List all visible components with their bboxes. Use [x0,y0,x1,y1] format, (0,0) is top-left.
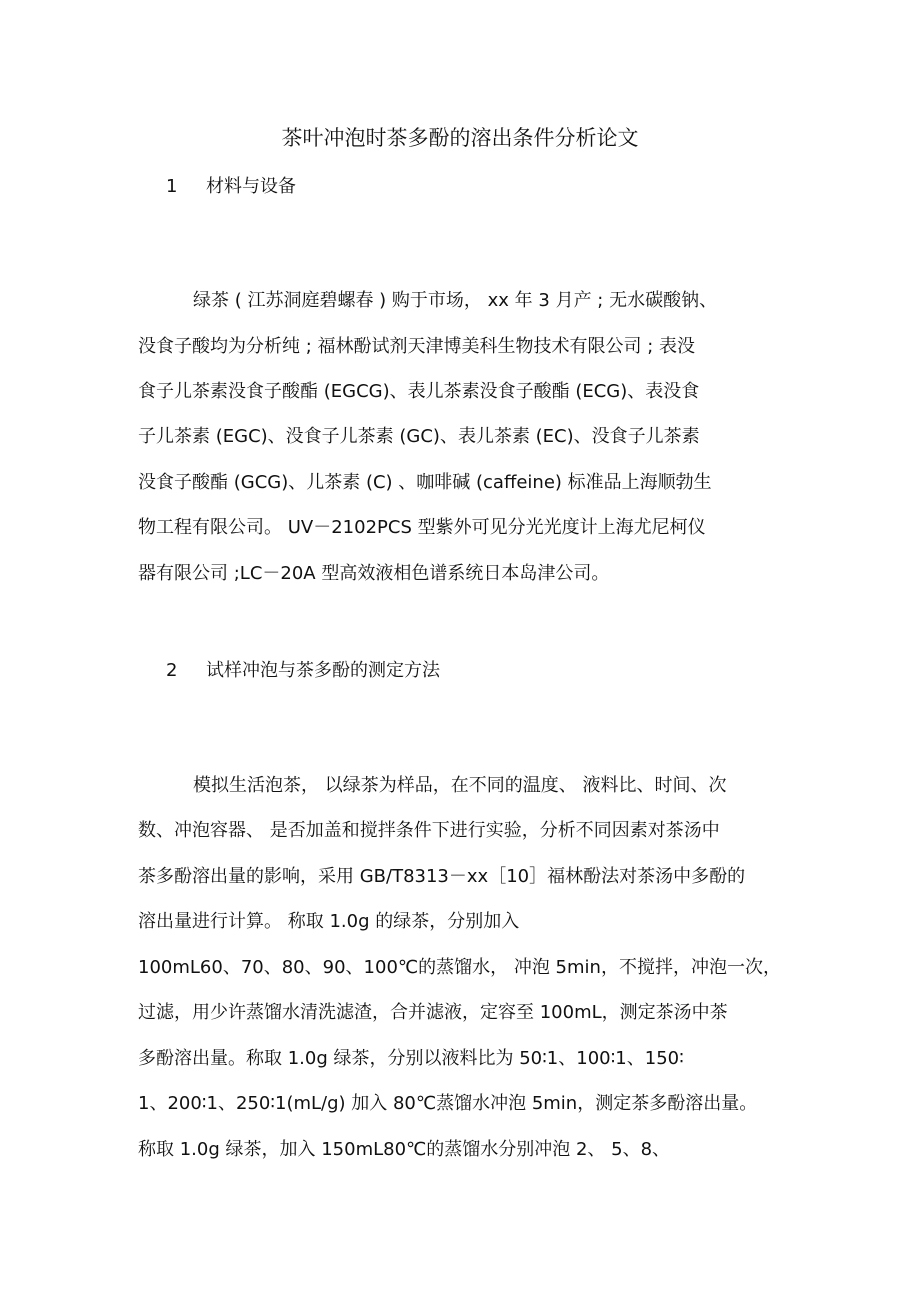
document-title: 茶叶冲泡时茶多酚的溶出条件分析论文 [281,126,639,150]
section-2-line-1: 模拟生活泡茶， 以绿茶为样品，在不同的温度、 液料比、时间、次 [193,775,727,796]
section-2-line-5: 100mL60、70、80、90、100℃的蒸馏水， 冲泡 5min，不搅拌，冲泡一次， [138,957,781,978]
section-2-line-2: 数、冲泡容器、 是否加盖和搅拌条件下进行实验，分析不同因素对茶汤中 [138,820,720,841]
section-1-line-7: 器有限公司 ;LC－20A 型高效液相色谱系统日本岛津公司。 [138,563,610,584]
section-1-line-2: 没食子酸均为分析纯 ; 福林酚试剂天津博美科生物技术有限公司 ; 表没 [138,336,696,357]
section-1-number: 1 [166,176,178,197]
section-2-line-4: 溶出量进行计算。 称取 1.0g 的绿茶，分别加入 [138,911,520,932]
section-1-line-1: 绿茶 ( 江苏洞庭碧螺春 ) 购于市场， xx 年 3 月产 ; 无水碳酸钠、 [193,290,718,311]
section-1-line-3: 食子儿茶素没食子酸酯 (EGCG)、表儿茶素没食子酸酯 (ECG)、表没食 [138,381,700,402]
section-1-line-6: 物工程有限公司。 UV－2102PCS 型紫外可见分光光度计上海尤尼柯仪 [138,517,706,538]
section-1-line-4: 子儿茶素 (EGC)、没食子儿茶素 (GC)、表儿茶素 (EC)、没食子儿茶素 [138,426,700,447]
section-2-line-9: 称取 1.0g 绿茶，加入 150mL80℃的蒸馏水分别冲泡 2、 5、8、 [138,1139,671,1160]
section-1-line-5: 没食子酸酯 (GCG)、儿茶素 (C) 、咖啡碱 (caffeine) 标准品上海顺勃生 [138,472,712,493]
section-1-title: 材料与设备 [206,176,296,197]
section-2-line-8: 1、200∶1、250∶1(mL/g) 加入 80℃蒸馏水冲泡 5min，测定茶多酚溶出量。 [138,1093,758,1114]
section-2-title: 试样冲泡与茶多酚的测定方法 [206,660,440,681]
section-1-heading [166,174,296,200]
section-2-number: 2 [166,660,178,681]
section-2-line-6: 过滤，用少许蒸馏水清洗滤渣，合并滤液，定容至 100mL，测定茶汤中茶 [138,1002,728,1023]
section-2-line-3: 茶多酚溶出量的影响，采用 GB/T8313－xx［10］福林酚法对茶汤中多酚的 [138,866,746,887]
section-2-line-7: 多酚溶出量。称取 1.0g 绿茶，分别以液料比为 50∶1、100∶1、150∶ [138,1048,684,1069]
section-2-heading [166,658,440,684]
